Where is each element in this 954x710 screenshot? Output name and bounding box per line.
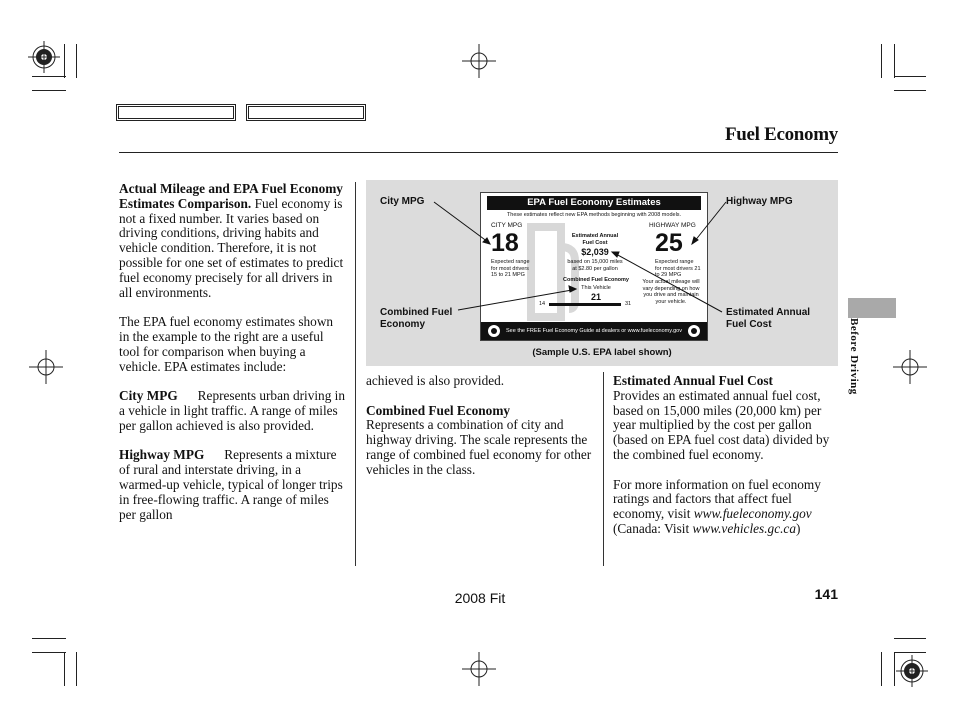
combined-fuel-economy-text: Represents a combination of city and highway driving. The scale represents the range of combined fuel economy for other vehicles in the class.: [366, 417, 592, 477]
column-separator-2: [603, 372, 604, 566]
highway-mpg-term: Highway MPG: [119, 447, 205, 463]
section-tab: [848, 298, 896, 318]
combined-fuel-economy-term: Combined Fuel Economy: [366, 402, 511, 418]
footer-model: 2008 Fit: [454, 590, 506, 606]
comparison-section: [119, 182, 345, 300]
callout-highway-mpg: Highway MPG: [726, 196, 793, 207]
closing-paren: ): [795, 520, 801, 536]
annual-fuel-cost-term: Estimated Annual Fuel Cost: [613, 373, 773, 388]
sticker-cost-heading: Estimated Annual Fuel Cost: [571, 233, 619, 246]
figure-caption: (Sample U.S. EPA label shown): [532, 347, 672, 358]
highway-mpg-continued: achieved is also provided.: [366, 373, 505, 388]
city-mpg-text: Represents urban driving in a vehicle in light traffic. A range of miles per gallon achieved is also provided.: [119, 388, 346, 433]
callout-city-mpg: City MPG: [380, 196, 425, 207]
sticker-header: EPA Fuel Economy Estimates: [487, 196, 701, 210]
vehicles-gc-link[interactable]: www.vehicles.gc.ca: [692, 520, 796, 536]
column-2: [366, 374, 596, 492]
title-rule: [119, 152, 838, 153]
sticker-actual-mileage: Your actual mileage will vary depending on how you drive and maintain your vehicle.: [642, 279, 700, 305]
section-tab-label: [848, 318, 858, 408]
combined-fuel-economy-section: [366, 404, 596, 478]
header-tab-box-2: [246, 104, 366, 121]
sticker-subheader: These estimates reflect new EPA methods beginning with 2008 models.: [506, 212, 682, 218]
epa-label-figure: [366, 180, 838, 366]
annual-fuel-cost-text: Provides an estimated annual fuel cost, based on 15,000 miles (20,000 km) per year multiplied by the cost per gallon (based on EPA fuel cost data) divided by the combined fuel economy.: [613, 387, 830, 462]
sticker-city-value: 18: [491, 229, 519, 257]
sticker-highway-heading: HIGHWAY MPG: [649, 222, 696, 229]
sticker-scale-min: 14: [539, 301, 546, 307]
sticker-combined-value: 21: [590, 292, 601, 302]
annual-fuel-cost-section: [613, 374, 837, 463]
header-tab-box-1: [116, 104, 236, 121]
section-tab-text: Before Driving: [848, 318, 860, 395]
sticker-this-vehicle: This Vehicle: [581, 285, 611, 291]
sticker-highway-range: Expected range for most drivers 21 to 29 MPG: [655, 259, 701, 278]
comparison-heading: Actual Mileage and EPA Fuel Economy Estimates Comparison.: [119, 181, 343, 211]
column-3: [613, 374, 837, 552]
callout-combined-fuel-economy: Combined Fuel Economy: [380, 307, 453, 330]
page-title: Fuel Economy: [724, 124, 838, 145]
sticker-city-heading: CITY MPG: [491, 222, 523, 229]
sticker-highway-value: 25: [655, 229, 683, 257]
sticker-cost-basis: based on 15,000 miles at $2.80 per gallon: [567, 259, 623, 272]
sticker-combined-heading: Combined Fuel Economy: [562, 277, 629, 283]
sticker-cost-value: $2,039: [581, 247, 609, 257]
comparison-intro: Fuel economy is not a fixed number. It varies based on driving conditions, driving habits and vehicle condition. Therefore, it is not possible for one set of estimates to predict fuel economy precisely for all drivers in all environments.: [119, 195, 344, 300]
highway-mpg-section: [119, 448, 345, 522]
city-mpg-section: [119, 389, 345, 433]
page-number: 141: [814, 586, 838, 602]
sticker-scale-max: 31: [625, 301, 632, 307]
sticker-city-range: Expected range for most drivers 15 to 21 MPG: [491, 259, 530, 278]
fueleconomy-link[interactable]: www.fueleconomy.gov: [693, 506, 812, 522]
column-1: [119, 182, 345, 537]
callout-leader-lines: [366, 180, 838, 366]
city-mpg-term: City MPG: [119, 388, 178, 404]
sticker-footer-text: See the FREE Fuel Economy Guide at dealers or www.fueleconomy.gov: [506, 328, 682, 334]
highway-mpg-text: Represents a mixture of rural and interstate driving, in a warmed-up vehicle, typical of longer trips in free-flowing traffic. A range of miles per gallon: [119, 447, 343, 522]
epa-estimates-intro: The EPA fuel economy estimates shown in the example to the right are a useful tool for comparison when buying a vehicle. EPA estimates include:: [119, 314, 334, 374]
callout-estimated-annual-cost: Estimated Annual Fuel Cost: [726, 307, 811, 330]
more-info-text: For more information on fuel economy ratings and factors that affect fuel economy, visit: [613, 476, 821, 522]
column-separator-1: [355, 182, 356, 566]
more-information: [613, 478, 837, 537]
canada-text: (Canada: Visit: [613, 520, 690, 536]
